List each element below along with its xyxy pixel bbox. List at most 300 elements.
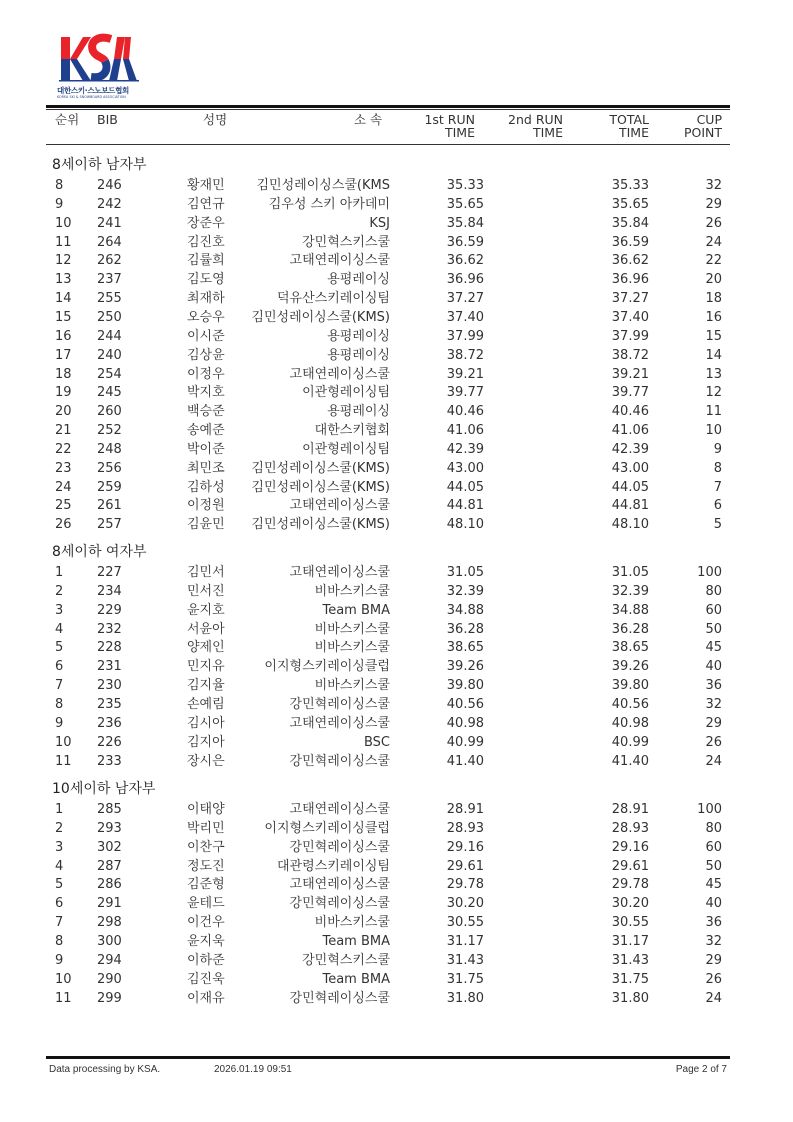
cell-total-time: 41.06: [611, 423, 649, 439]
table-row: [46, 252, 730, 271]
table-row: [46, 271, 730, 290]
cell-cup-point: 50: [705, 858, 722, 874]
col-bib: BIB: [97, 112, 118, 127]
cell-run1-time: 42.39: [446, 441, 484, 457]
cell-total-time: 40.56: [611, 696, 649, 712]
cell-name: 장시은: [187, 753, 225, 769]
cell-run1-time: 31.80: [446, 990, 484, 1006]
table-row: [46, 639, 730, 658]
cell-run1-time: 35.33: [446, 178, 484, 193]
cell-cup-point: 26: [705, 971, 722, 987]
cell-club: 용평레이싱: [327, 272, 390, 288]
cell-cup-point: 40: [705, 896, 722, 912]
cell-club: 김민성레이싱스쿨(KMS): [251, 479, 390, 495]
cell-club: 용평레이싱: [327, 347, 390, 363]
cell-name: 김지율: [187, 678, 225, 694]
cell-run1-time: 40.46: [446, 404, 484, 420]
cell-name: 윤지욱: [187, 933, 225, 949]
cell-club: 강민혁스키스쿨: [302, 234, 390, 250]
cell-name: 윤지호: [187, 602, 225, 618]
cell-bib: 256: [97, 460, 122, 476]
cell-cup-point: 24: [705, 990, 722, 1006]
cell-total-time: 44.81: [611, 498, 649, 514]
table-row: [46, 479, 730, 498]
cell-name: 민지유: [187, 659, 225, 675]
cell-run1-time: 43.00: [446, 460, 484, 476]
cell-cup-point: 26: [705, 215, 722, 231]
cell-total-time: 37.27: [611, 291, 649, 307]
cell-club: 고태연레이싱스쿨: [289, 877, 390, 893]
cell-cup-point: 32: [705, 696, 722, 712]
cell-name: 박리민: [187, 820, 225, 836]
cell-total-time: 39.26: [611, 659, 649, 675]
cell-total-time: 39.77: [611, 385, 649, 401]
cell-cup-point: 100: [697, 802, 722, 817]
cell-name: 최재하: [187, 291, 225, 307]
cell-name: 김윤민: [187, 517, 225, 533]
cell-bib: 230: [97, 678, 122, 694]
cell-total-time: 36.28: [611, 621, 649, 637]
cell-name: 이정원: [187, 498, 225, 514]
cell-cup-point: 45: [705, 640, 722, 656]
cell-rank: 13: [55, 272, 72, 288]
table-row: [46, 839, 730, 858]
cell-cup-point: 36: [705, 915, 722, 931]
table-row: [46, 801, 730, 820]
cell-cup-point: 20: [705, 272, 722, 288]
table-row: [46, 309, 730, 328]
cell-club: 김민성레이싱스쿨(KMS): [251, 460, 390, 476]
cell-name: 김시아: [187, 715, 225, 731]
cell-name: 손예림: [187, 696, 225, 712]
cell-club: 고태연레이싱스쿨: [289, 498, 390, 514]
cell-name: 박이준: [187, 441, 225, 457]
cell-run1-time: 36.59: [446, 234, 484, 250]
cell-rank: 21: [55, 423, 72, 439]
cell-bib: 285: [97, 802, 122, 817]
cell-rank: 2: [55, 583, 64, 599]
cell-name: 박지호: [187, 385, 225, 401]
cell-run1-time: 35.65: [446, 196, 484, 212]
cell-bib: 242: [97, 196, 122, 212]
table-row: [46, 753, 730, 772]
table-row: [46, 696, 730, 715]
cell-bib: 262: [97, 253, 122, 269]
footer-page-number: Page 2 of 7: [675, 1064, 727, 1075]
cell-rank: 2: [55, 820, 64, 836]
col-name: 성명: [203, 112, 228, 127]
cell-total-time: 31.43: [611, 952, 649, 968]
cell-cup-point: 22: [705, 253, 722, 269]
cell-run1-time: 28.91: [446, 802, 484, 817]
ksa-logo: [57, 33, 141, 101]
table-row: [46, 583, 730, 602]
section-title: 8세이하 여자부: [52, 544, 147, 560]
cell-club: 이관형레이싱팀: [302, 385, 390, 401]
cell-total-time: 29.16: [611, 839, 649, 855]
cell-club: 비바스키스쿨: [314, 915, 390, 931]
cell-name: 김하성: [187, 479, 225, 495]
cell-run1-time: 41.40: [446, 753, 484, 769]
cell-cup-point: 18: [705, 291, 722, 307]
cell-name: 김상윤: [187, 347, 225, 363]
cell-cup-point: 100: [697, 565, 722, 580]
cell-rank: 9: [55, 196, 64, 212]
cell-name: 김률희: [187, 253, 225, 269]
cell-bib: 255: [97, 291, 122, 307]
cell-club: 강민혁스키스쿨: [302, 952, 390, 968]
cell-total-time: 40.99: [611, 734, 649, 750]
cell-club: KSJ: [369, 215, 390, 231]
cell-name: 김준형: [187, 877, 225, 893]
cell-run1-time: 36.96: [446, 272, 484, 288]
cell-total-time: 43.00: [611, 460, 649, 476]
cell-run1-time: 44.05: [446, 479, 484, 495]
cell-total-time: 29.78: [611, 877, 649, 893]
col-total-line2: TIME: [618, 124, 649, 140]
cell-run1-time: 39.21: [446, 366, 484, 382]
cell-rank: 9: [55, 952, 64, 968]
cell-cup-point: 36: [705, 678, 722, 694]
cell-club: 덕유산스키레이싱팀: [276, 291, 390, 307]
cell-bib: 286: [97, 877, 122, 893]
cell-rank: 1: [55, 565, 64, 580]
cell-rank: 11: [55, 990, 72, 1006]
col-total: [609, 114, 649, 139]
table-row: [46, 516, 730, 535]
cell-cup-point: 26: [705, 734, 722, 750]
table-row: [46, 177, 730, 196]
cell-cup-point: 80: [705, 583, 722, 599]
cell-total-time: 36.59: [611, 234, 649, 250]
cell-total-time: 31.80: [611, 990, 649, 1006]
cell-run1-time: 38.72: [446, 347, 484, 363]
cell-club: 김우성 스키 아카데미: [268, 196, 390, 212]
table-row: [46, 196, 730, 215]
cell-club: 비바스키스쿨: [314, 583, 390, 599]
cell-run1-time: 31.05: [446, 565, 484, 580]
cell-cup-point: 40: [705, 659, 722, 675]
cell-name: 이찬구: [187, 839, 225, 855]
cell-cup-point: 24: [705, 753, 722, 769]
table-row: [46, 347, 730, 366]
cell-run1-time: 28.93: [446, 820, 484, 836]
table-row: [46, 621, 730, 640]
cell-bib: 236: [97, 715, 122, 731]
cell-rank: 25: [55, 498, 72, 514]
logo-english-name: KOREA SKI & SNOWBOARD ASSOCIATION: [57, 95, 126, 99]
cell-bib: 246: [97, 178, 122, 193]
table-row: [46, 933, 730, 952]
table-row: [46, 215, 730, 234]
cell-cup-point: 45: [705, 877, 722, 893]
cell-total-time: 42.39: [611, 441, 649, 457]
cell-bib: 298: [97, 915, 122, 931]
cell-run1-time: 29.78: [446, 877, 484, 893]
cell-bib: 233: [97, 753, 122, 769]
header-top-rule: [46, 105, 730, 108]
cell-rank: 18: [55, 366, 72, 382]
table-row: [46, 858, 730, 877]
cell-club: 김민성레이싱스쿨(KMS: [256, 178, 390, 193]
cell-run1-time: 40.56: [446, 696, 484, 712]
cell-total-time: 35.33: [611, 178, 649, 193]
cell-cup-point: 7: [713, 479, 722, 495]
cell-rank: 3: [55, 602, 64, 618]
col-run1: [424, 114, 475, 139]
cell-name: 김지아: [187, 734, 225, 750]
cell-club: 김민성레이싱스쿨(KMS): [251, 309, 390, 325]
cell-club: 대관령스키레이싱팀: [276, 858, 390, 874]
cell-cup-point: 16: [705, 309, 722, 325]
cell-rank: 9: [55, 715, 64, 731]
cell-total-time: 31.75: [611, 971, 649, 987]
cell-club: BSC: [363, 734, 390, 750]
table-row: [46, 234, 730, 253]
cell-club: 강민혁레이싱스쿨: [289, 753, 390, 769]
cell-club: 고태연레이싱스쿨: [289, 565, 390, 580]
cell-name: 이시준: [187, 328, 225, 344]
cell-run1-time: 40.99: [446, 734, 484, 750]
cell-club: 비바스키스쿨: [314, 640, 390, 656]
cell-run1-time: 44.81: [446, 498, 484, 514]
cell-run1-time: 39.77: [446, 385, 484, 401]
cell-name: 백승준: [187, 404, 225, 420]
cell-bib: 248: [97, 441, 122, 457]
cell-rank: 20: [55, 404, 72, 420]
cell-club: 고태연레이싱스쿨: [289, 715, 390, 731]
cell-name: 김진호: [187, 234, 225, 250]
cell-bib: 227: [97, 565, 122, 580]
cell-cup-point: 60: [705, 602, 722, 618]
cell-bib: 293: [97, 820, 122, 836]
cell-bib: 240: [97, 347, 122, 363]
cell-club: 고태연레이싱스쿨: [289, 366, 390, 382]
cell-total-time: 31.05: [611, 565, 649, 580]
table-row: [46, 290, 730, 309]
cell-name: 김민서: [187, 565, 225, 580]
cell-total-time: 30.55: [611, 915, 649, 931]
cell-name: 최민조: [187, 460, 225, 476]
footer-timestamp: 2026.01.19 09:51: [214, 1064, 292, 1075]
cell-name: 김연규: [187, 196, 225, 212]
table-row: [46, 403, 730, 422]
cell-cup-point: 80: [705, 820, 722, 836]
cell-run1-time: 37.99: [446, 328, 484, 344]
cell-bib: 299: [97, 990, 122, 1006]
cell-club: 강민혁레이싱스쿨: [289, 896, 390, 912]
table-row: [46, 876, 730, 895]
cell-rank: 4: [55, 858, 64, 874]
cell-rank: 1: [55, 802, 64, 817]
cell-run1-time: 48.10: [446, 517, 484, 533]
cell-club: Team BMA: [322, 602, 390, 618]
cell-cup-point: 29: [705, 196, 722, 212]
cell-cup-point: 11: [705, 404, 722, 420]
cell-rank: 8: [55, 178, 64, 193]
cell-rank: 8: [55, 933, 64, 949]
cell-club: 비바스키스쿨: [314, 621, 390, 637]
col-run1-line2: TIME: [444, 124, 475, 140]
cell-bib: 237: [97, 272, 122, 288]
table-row: [46, 366, 730, 385]
cell-run1-time: 39.26: [446, 659, 484, 675]
cell-run1-time: 30.20: [446, 896, 484, 912]
cell-rank: 5: [55, 640, 64, 656]
cell-bib: 294: [97, 952, 122, 968]
ksa-logo-mark-icon: [59, 33, 139, 85]
cell-bib: 245: [97, 385, 122, 401]
col-run2: [508, 114, 563, 139]
cell-club: Team BMA: [322, 971, 390, 987]
cell-cup-point: 15: [705, 328, 722, 344]
cell-total-time: 48.10: [611, 517, 649, 533]
cell-rank: 8: [55, 696, 64, 712]
cell-cup-point: 12: [705, 385, 722, 401]
cell-club: 강민혁레이싱스쿨: [289, 839, 390, 855]
cell-rank: 5: [55, 877, 64, 893]
cell-name: 윤테드: [187, 896, 225, 912]
cell-name: 이태양: [187, 802, 225, 817]
cell-name: 서윤아: [187, 621, 225, 637]
col-total-line1: TOTAL: [609, 112, 649, 127]
cell-total-time: 36.96: [611, 272, 649, 288]
cell-total-time: 38.72: [611, 347, 649, 363]
cell-cup-point: 8: [713, 460, 722, 476]
cell-rank: 12: [55, 253, 72, 269]
cell-rank: 14: [55, 291, 72, 307]
cell-rank: 7: [55, 678, 64, 694]
cell-run1-time: 40.98: [446, 715, 484, 731]
cell-run1-time: 37.40: [446, 309, 484, 325]
cell-bib: 300: [97, 933, 122, 949]
table-row: [46, 564, 730, 583]
cell-bib: 259: [97, 479, 122, 495]
cell-cup-point: 32: [705, 178, 722, 193]
cell-cup-point: 24: [705, 234, 722, 250]
cell-bib: 264: [97, 234, 122, 250]
cell-rank: 10: [55, 971, 72, 987]
logo-korean-name: 대한스키·스노보드협회: [57, 86, 129, 95]
col-cup-line1: CUP: [696, 112, 722, 127]
cell-club: 고태연레이싱스쿨: [289, 802, 390, 817]
cell-cup-point: 32: [705, 933, 722, 949]
cell-cup-point: 10: [705, 423, 722, 439]
cell-rank: 6: [55, 659, 64, 675]
cell-rank: 3: [55, 839, 64, 855]
header-second-rule: [46, 109, 730, 110]
cell-rank: 11: [55, 234, 72, 250]
cell-club: 이지형스키레이싱클럽: [264, 659, 390, 675]
footer-rule: [46, 1056, 730, 1059]
cell-bib: 254: [97, 366, 122, 382]
cell-club: 고태연레이싱스쿨: [289, 253, 390, 269]
cell-total-time: 37.99: [611, 328, 649, 344]
cell-rank: 22: [55, 441, 72, 457]
cell-total-time: 44.05: [611, 479, 649, 495]
cell-club: 이지형스키레이싱클럽: [264, 820, 390, 836]
cell-bib: 260: [97, 404, 122, 420]
cell-rank: 23: [55, 460, 72, 476]
cell-bib: 302: [97, 839, 122, 855]
cell-run1-time: 31.17: [446, 933, 484, 949]
cell-name: 양제인: [187, 640, 225, 656]
cell-club: 이관형레이싱팀: [302, 441, 390, 457]
cell-bib: 261: [97, 498, 122, 514]
cell-name: 이하준: [187, 952, 225, 968]
table-row: [46, 460, 730, 479]
table-row: [46, 734, 730, 753]
cell-total-time: 34.88: [611, 602, 649, 618]
cell-run1-time: 34.88: [446, 602, 484, 618]
table-row: [46, 497, 730, 516]
cell-total-time: 38.65: [611, 640, 649, 656]
cell-total-time: 39.21: [611, 366, 649, 382]
cell-rank: 7: [55, 915, 64, 931]
cell-bib: 252: [97, 423, 122, 439]
cell-total-time: 37.40: [611, 309, 649, 325]
cell-rank: 17: [55, 347, 72, 363]
cell-total-time: 39.80: [611, 678, 649, 694]
cell-bib: 241: [97, 215, 122, 231]
cell-rank: 4: [55, 621, 64, 637]
cell-name: 장준우: [187, 215, 225, 231]
table-row: [46, 990, 730, 1009]
cell-cup-point: 5: [713, 517, 722, 533]
cell-run1-time: 37.27: [446, 291, 484, 307]
cell-cup-point: 50: [705, 621, 722, 637]
cell-rank: 11: [55, 753, 72, 769]
table-row: [46, 914, 730, 933]
cell-run1-time: 32.39: [446, 583, 484, 599]
cell-bib: 250: [97, 309, 122, 325]
cell-bib: 287: [97, 858, 122, 874]
section-title: 8세이하 남자부: [52, 157, 147, 173]
col-cup: [684, 114, 722, 139]
cell-club: 비바스키스쿨: [314, 678, 390, 694]
table-row: [46, 422, 730, 441]
col-run2-line2: TIME: [532, 124, 563, 140]
cell-name: 김진욱: [187, 971, 225, 987]
cell-cup-point: 9: [713, 441, 722, 457]
cell-bib: 231: [97, 659, 122, 675]
cell-run1-time: 29.61: [446, 858, 484, 874]
cell-total-time: 30.20: [611, 896, 649, 912]
col-rank: 순위: [55, 112, 80, 127]
cell-bib: 244: [97, 328, 122, 344]
cell-run1-time: 39.80: [446, 678, 484, 694]
cell-bib: 226: [97, 734, 122, 750]
cell-rank: 16: [55, 328, 72, 344]
cell-club: 김민성레이싱스쿨(KMS): [251, 517, 390, 533]
cell-bib: 290: [97, 971, 122, 987]
cell-total-time: 31.17: [611, 933, 649, 949]
header-bottom-rule: [46, 144, 730, 145]
table-row: [46, 602, 730, 621]
cell-cup-point: 6: [713, 498, 722, 514]
cell-cup-point: 14: [705, 347, 722, 363]
cell-run1-time: 31.43: [446, 952, 484, 968]
cell-bib: 228: [97, 640, 122, 656]
table-row: [46, 441, 730, 460]
cell-total-time: 35.84: [611, 215, 649, 231]
cell-total-time: 28.93: [611, 820, 649, 836]
table-row: [46, 952, 730, 971]
cell-cup-point: 13: [705, 366, 722, 382]
cell-bib: 291: [97, 896, 122, 912]
footer-processed-by: Data processing by KSA.: [49, 1064, 161, 1075]
cell-run1-time: 31.75: [446, 971, 484, 987]
